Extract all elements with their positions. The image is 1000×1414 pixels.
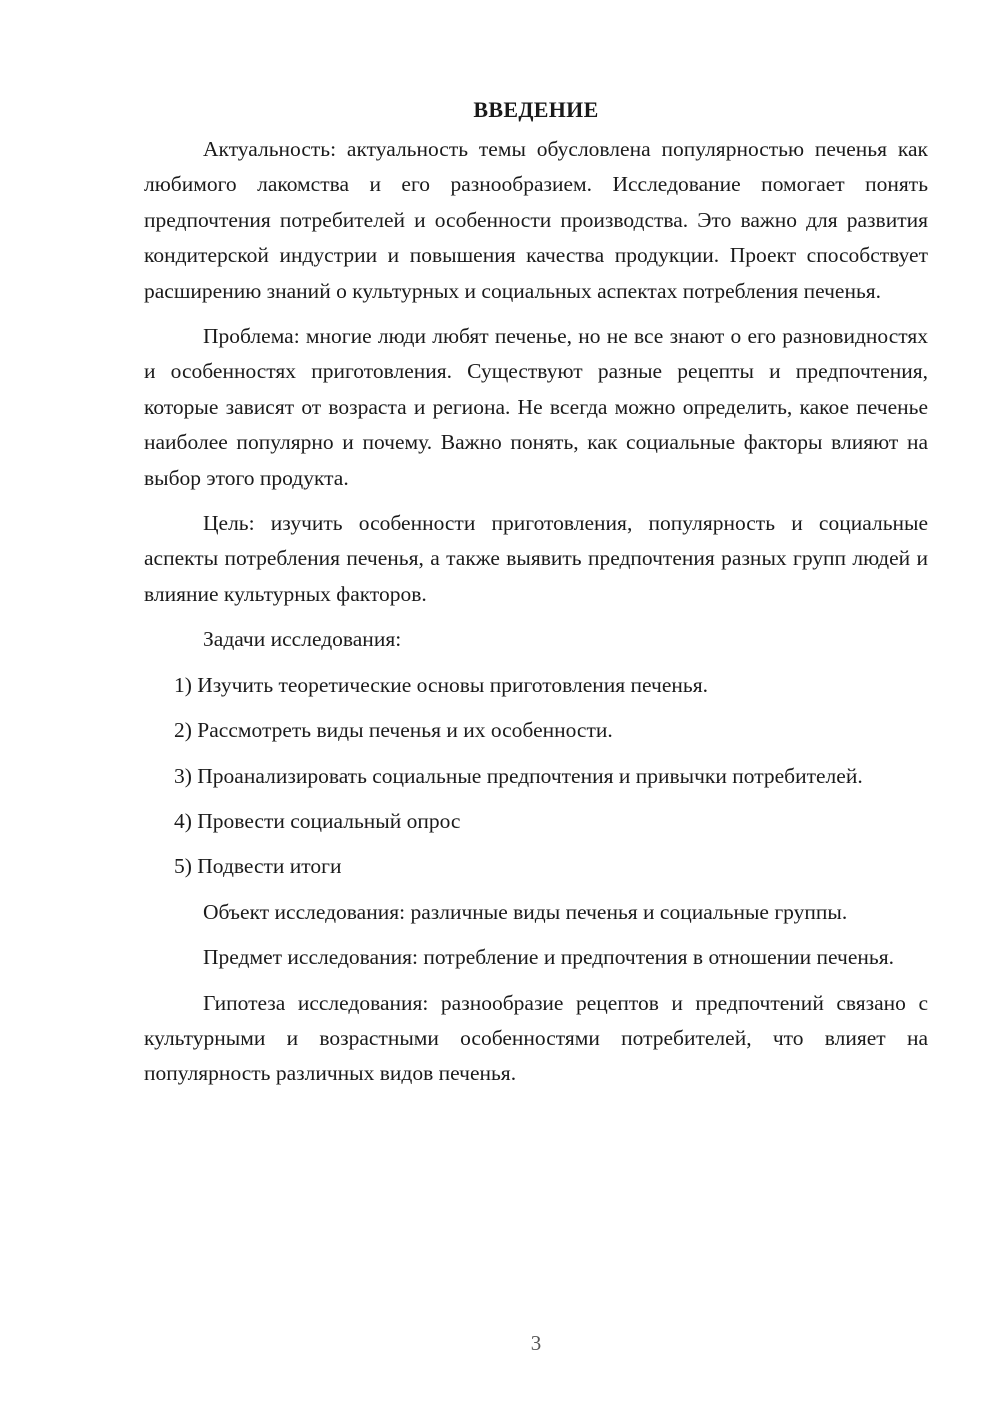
problem-paragraph: Проблема: многие люди любят печенье, но не все знают о его разновидностях и особенностях приготовления. Существуют разные рецепты и предпочтения, которые зависят от возраста и региона. Не всегда можно определить, какое печенье наиболее популярно и почему. Важно понять, как социальные факторы влияют на выбор этого продукта. [144, 324, 928, 490]
task-item-3: 3) Проанализировать социальные предпочтения и привычки потребителей. [174, 763, 863, 788]
goal-paragraph: Цель: изучить особенности приготовления, популярность и социальные аспекты потребления печенья, а также выявить предпочтения разных групп людей и влияние культурных факторов. [144, 511, 928, 606]
page-number: 3 [530, 1331, 542, 1355]
task-item-1: 1) Изучить теоретические основы приготовления печенья. [174, 672, 708, 697]
tasks-heading: Задачи исследования: [203, 627, 402, 652]
object-paragraph: Объект исследования: различные виды печенья и социальные группы. [203, 899, 848, 924]
document-page [144, 92, 928, 1102]
subject-paragraph: Предмет исследования: потребление и предпочтения в отношении печенья. [203, 945, 894, 970]
relevance-paragraph: Актуальность: актуальность темы обусловлена популярностью печенья как любимого лакомства и его разнообразием. Исследование помогает понять предпочтения потребителей и особенности производства. Это важно для развития кондитерской индустрии и повышения качества продукции. Проект способствует расширению знаний о культурных и социальных аспектах потребления печенья. [144, 137, 928, 303]
tasks-list [144, 668, 928, 885]
task-item-2: 2) Рассмотреть виды печенья и их особенности. [174, 718, 613, 743]
page-title: ВВЕДЕНИЕ [473, 97, 599, 122]
hypothesis-paragraph: Гипотеза исследования: разнообразие рецептов и предпочтений связано с культурными и возрастными особенностями потребителей, что влияет на популярность различных видов печенья. [144, 990, 928, 1086]
task-item-4: 4) Провести социальный опрос [174, 808, 461, 833]
task-item-5: 5) Подвести итоги [174, 854, 342, 879]
